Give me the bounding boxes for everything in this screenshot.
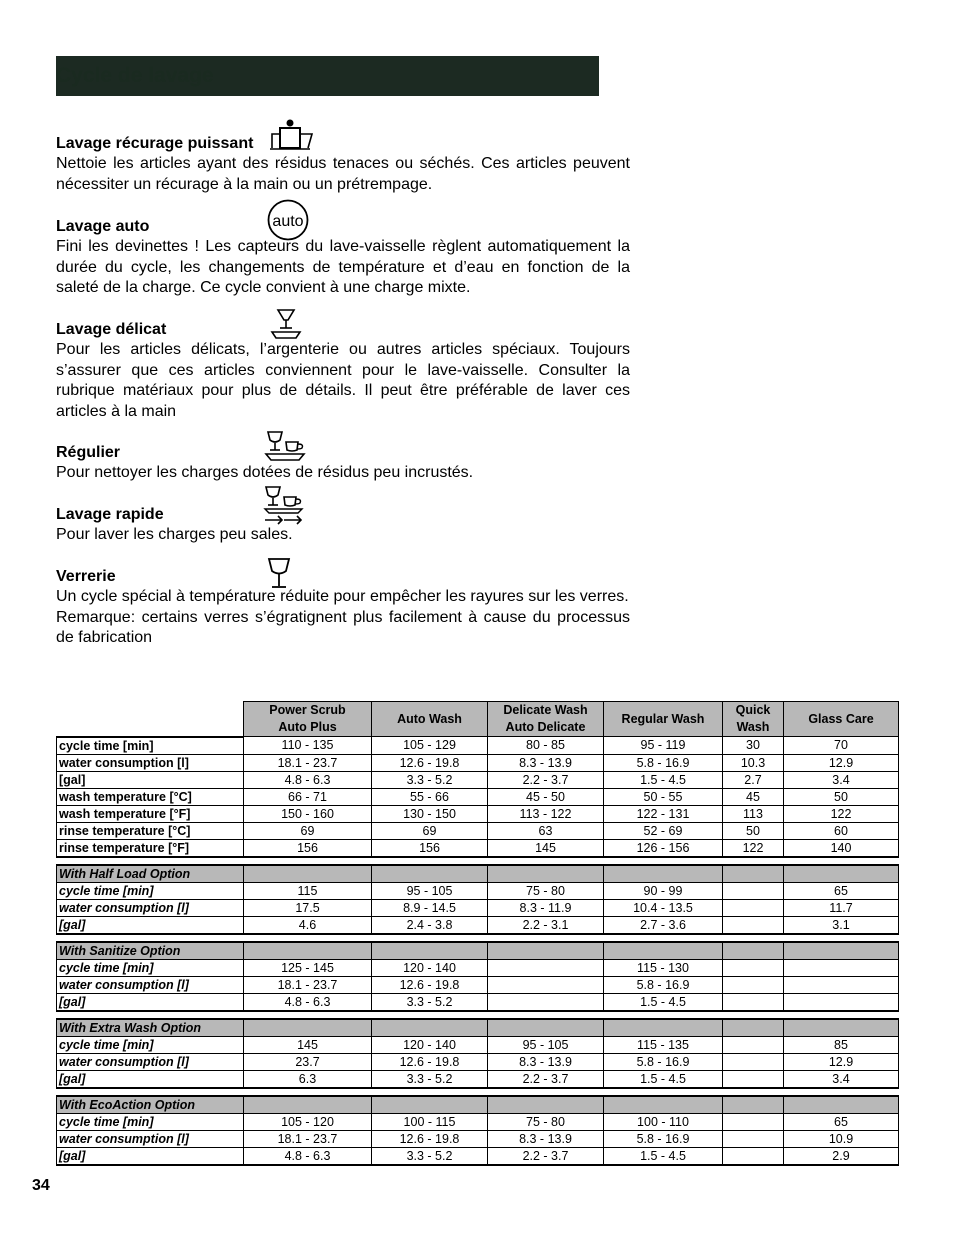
table-cell: 12.9: [784, 754, 899, 771]
table-row: [57, 882, 899, 899]
group-title: With EcoAction Option: [57, 1096, 244, 1114]
table-cell: 8.3 - 13.9: [488, 754, 604, 771]
table-cell: 2.2 - 3.1: [488, 916, 604, 934]
group-title-cell: [604, 942, 723, 960]
table-row: [57, 788, 899, 805]
table-cell: 3.3 - 5.2: [372, 771, 488, 788]
row-label: [gal]: [57, 1147, 244, 1165]
table-cell: 1.5 - 4.5: [604, 1070, 723, 1088]
cycle-description: Fini les devinettes ! Les capteurs du lave-vaisselle règlent automatiquement la durée du cycle, les changements de température et d’eau en fonction de la saleté de la charge. Ce cycle convient à une charge mixte.: [56, 238, 630, 297]
group-title-cell: [372, 942, 488, 960]
table-cell: 3.3 - 5.2: [372, 1070, 488, 1088]
table-cell: 11.7: [784, 899, 899, 916]
table-cell: [723, 959, 784, 976]
row-label: [gal]: [57, 993, 244, 1011]
table-row: [57, 839, 899, 857]
table-cell: 90 - 99: [604, 882, 723, 899]
row-label: wash temperature [°C]: [57, 788, 244, 805]
table-cell: 105 - 129: [372, 737, 488, 755]
cycle-quick: [56, 505, 630, 546]
table-cell: 115 - 130: [604, 959, 723, 976]
table-cell: 1.5 - 4.5: [604, 771, 723, 788]
table-cell: 4.8 - 6.3: [244, 993, 372, 1011]
table-cell: 2.2 - 3.7: [488, 771, 604, 788]
group-title-cell: [372, 865, 488, 883]
group-title-cell: [488, 865, 604, 883]
row-label: rinse temperature [°C]: [57, 822, 244, 839]
table-cell: [784, 993, 899, 1011]
table-cell: 120 - 140: [372, 959, 488, 976]
table-cell: 18.1 - 23.7: [244, 976, 372, 993]
table-cell: 3.3 - 5.2: [372, 993, 488, 1011]
table-cell: 12.6 - 19.8: [372, 1053, 488, 1070]
table-cell: 125 - 145: [244, 959, 372, 976]
table-cell: 3.1: [784, 916, 899, 934]
table-cell: 3.3 - 5.2: [372, 1147, 488, 1165]
table-cell: 80 - 85: [488, 737, 604, 755]
table-cell: [488, 976, 604, 993]
table-cell: 130 - 150: [372, 805, 488, 822]
delicate-icon: [268, 308, 304, 342]
table-cell: [723, 1130, 784, 1147]
group-title-cell: [488, 1019, 604, 1037]
cycle-auto: [56, 217, 630, 299]
table-cell: 55 - 66: [372, 788, 488, 805]
table-cell: 5.8 - 16.9: [604, 976, 723, 993]
table-cell: 115 - 135: [604, 1036, 723, 1053]
row-label: [gal]: [57, 771, 244, 788]
table-cell: 6.3: [244, 1070, 372, 1088]
row-label: water consumption [l]: [57, 1053, 244, 1070]
table-cell: 145: [244, 1036, 372, 1053]
table-cell: 4.8 - 6.3: [244, 771, 372, 788]
header-blank-cell: [57, 702, 244, 737]
table-cell: 8.3 - 13.9: [488, 1130, 604, 1147]
table-cell: 50: [784, 788, 899, 805]
table-cell: 2.9: [784, 1147, 899, 1165]
table-row: [57, 754, 899, 771]
table-cell: 18.1 - 23.7: [244, 754, 372, 771]
table-cell: 2.4 - 3.8: [372, 916, 488, 934]
cycle-name: Régulier: [56, 444, 121, 461]
table-cell: 122: [784, 805, 899, 822]
table-row: [57, 1130, 899, 1147]
table-cell: 110 - 135: [244, 737, 372, 755]
table-cell: 4.8 - 6.3: [244, 1147, 372, 1165]
table-row: [57, 805, 899, 822]
pot-icon: [268, 118, 318, 154]
table-cell: 17.5: [244, 899, 372, 916]
glass-icon: [266, 557, 292, 591]
table-cell: 65: [784, 882, 899, 899]
table-cell: [784, 976, 899, 993]
cycle-delicate: [56, 320, 630, 422]
table-row: [57, 771, 899, 788]
table-cell: 63: [488, 822, 604, 839]
table-cell: [723, 916, 784, 934]
table-cell: 65: [784, 1113, 899, 1130]
group-spacer: [57, 857, 899, 865]
group-title-cell: [372, 1019, 488, 1037]
column-header: Auto Wash: [372, 702, 488, 737]
table-cell: 60: [784, 822, 899, 839]
table-row: [57, 959, 899, 976]
group-title-cell: [723, 865, 784, 883]
table-cell: 30: [723, 737, 784, 755]
table-row: [57, 1113, 899, 1130]
cycle-description: Pour les articles délicats, l’argenterie ou autres articles spéciaux. Toujours s’assurer que ces articles conviennent pour le lave-vaisselle. Consulter la rubrique matériaux pour plus de détails. Il peut être préférable de laver ces articles à la main: [56, 341, 630, 420]
group-title-cell: [723, 1096, 784, 1114]
group-title-row: [57, 1019, 899, 1037]
table-cell: 3.4: [784, 771, 899, 788]
group-title-cell: [244, 1019, 372, 1037]
table-row: [57, 1036, 899, 1053]
page-number: 34: [32, 1177, 50, 1194]
group-title-cell: [604, 865, 723, 883]
table-header-row: [57, 702, 899, 737]
table-cell: [723, 882, 784, 899]
row-label: rinse temperature [°F]: [57, 839, 244, 857]
table-cell: 4.6: [244, 916, 372, 934]
column-header: Quick Wash: [723, 702, 784, 737]
auto-icon-text: auto: [272, 213, 304, 230]
group-title-cell: [244, 942, 372, 960]
row-label: [gal]: [57, 916, 244, 934]
table-cell: 69: [244, 822, 372, 839]
table-cell: 50 - 55: [604, 788, 723, 805]
table-cell: 113: [723, 805, 784, 822]
table-cell: 66 - 71: [244, 788, 372, 805]
table-cell: [723, 899, 784, 916]
cycle-description: Nettoie les articles ayant des résidus tenaces ou séchés. Ces articles peuvent nécessiter un récurage à la main ou un prétrempage.: [56, 155, 630, 193]
table-cell: 50: [723, 822, 784, 839]
row-label: cycle time [min]: [57, 959, 244, 976]
table-cell: 113 - 122: [488, 805, 604, 822]
cycle-name: Verrerie: [56, 568, 116, 585]
cycle-name: Lavage récurage puissant: [56, 135, 254, 152]
cycle-description: Un cycle spécial à température réduite pour empêcher les rayures sur les verres.: [56, 588, 629, 605]
table-cell: 150 - 160: [244, 805, 372, 822]
table-cell: 8.9 - 14.5: [372, 899, 488, 916]
group-title-row: [57, 942, 899, 960]
cycle-description: Pour nettoyer les charges dotées de résidus peu incrustés.: [56, 464, 474, 481]
table-cell: 1.5 - 4.5: [604, 993, 723, 1011]
group-title-cell: [488, 1096, 604, 1114]
table-cell: 12.9: [784, 1053, 899, 1070]
group-title-cell: [604, 1096, 723, 1114]
table-cell: 2.7 - 3.6: [604, 916, 723, 934]
table-cell: 1.5 - 4.5: [604, 1147, 723, 1165]
group-title-cell: [488, 942, 604, 960]
cycle-data-table: [56, 701, 899, 1166]
table-cell: 12.6 - 19.8: [372, 754, 488, 771]
auto-icon: [266, 199, 310, 241]
table-row: [57, 916, 899, 934]
page-title: Cycle de lavage: [56, 64, 214, 87]
table-cell: 45 - 50: [488, 788, 604, 805]
table-cell: [488, 959, 604, 976]
row-label: cycle time [min]: [57, 1036, 244, 1053]
group-title-cell: [372, 1096, 488, 1114]
row-label: cycle time [min]: [57, 882, 244, 899]
row-label: water consumption [l]: [57, 899, 244, 916]
table-row: [57, 1053, 899, 1070]
table-cell: 145: [488, 839, 604, 857]
column-header: Regular Wash: [604, 702, 723, 737]
regular-icon: [264, 430, 308, 464]
table-row: [57, 976, 899, 993]
table-cell: 105 - 120: [244, 1113, 372, 1130]
table-cell: 122 - 131: [604, 805, 723, 822]
table-cell: 23.7: [244, 1053, 372, 1070]
table-cell: 52 - 69: [604, 822, 723, 839]
table-row: [57, 1147, 899, 1165]
group-title: With Half Load Option: [57, 865, 244, 883]
group-title-row: [57, 865, 899, 883]
table-cell: [723, 976, 784, 993]
group-title-cell: [784, 1019, 899, 1037]
group-title-cell: [784, 1096, 899, 1114]
table-cell: 5.8 - 16.9: [604, 1130, 723, 1147]
group-title-cell: [244, 1096, 372, 1114]
table-cell: 120 - 140: [372, 1036, 488, 1053]
table-cell: 126 - 156: [604, 839, 723, 857]
table-cell: [723, 1113, 784, 1130]
table-cell: 122: [723, 839, 784, 857]
table-cell: 10.3: [723, 754, 784, 771]
table-cell: 2.7: [723, 771, 784, 788]
table-cell: [784, 959, 899, 976]
row-label: wash temperature [°F]: [57, 805, 244, 822]
group-title-cell: [604, 1019, 723, 1037]
row-label: cycle time [min]: [57, 737, 244, 755]
table-cell: [723, 1070, 784, 1088]
group-title-cell: [784, 865, 899, 883]
table-cell: 12.6 - 19.8: [372, 976, 488, 993]
table-cell: 115: [244, 882, 372, 899]
group-title: With Extra Wash Option: [57, 1019, 244, 1037]
column-header: Glass Care: [784, 702, 899, 737]
group-spacer: [57, 1088, 899, 1096]
table-cell: 100 - 115: [372, 1113, 488, 1130]
table-cell: 69: [372, 822, 488, 839]
table-cell: 5.8 - 16.9: [604, 754, 723, 771]
table-cell: 100 - 110: [604, 1113, 723, 1130]
cycle-description: Pour laver les charges peu sales.: [56, 526, 293, 543]
table-cell: 2.2 - 3.7: [488, 1070, 604, 1088]
quick-wash-icon: [262, 485, 306, 529]
table-cell: 3.4: [784, 1070, 899, 1088]
row-label: water consumption [l]: [57, 1130, 244, 1147]
cycle-power-scrub: [56, 134, 630, 195]
column-header: Delicate Wash Auto Delicate: [488, 702, 604, 737]
cycle-glass: [56, 567, 630, 649]
group-title-cell: [723, 942, 784, 960]
table-cell: 85: [784, 1036, 899, 1053]
table-cell: 8.3 - 13.9: [488, 1053, 604, 1070]
group-spacer: [57, 1011, 899, 1019]
table-cell: 140: [784, 839, 899, 857]
table-cell: 2.2 - 3.7: [488, 1147, 604, 1165]
row-label: water consumption [l]: [57, 754, 244, 771]
table-cell: 95 - 119: [604, 737, 723, 755]
table-cell: [723, 993, 784, 1011]
table-cell: 156: [372, 839, 488, 857]
row-label: water consumption [l]: [57, 976, 244, 993]
table-cell: 95 - 105: [488, 1036, 604, 1053]
table-cell: 156: [244, 839, 372, 857]
table-row: [57, 899, 899, 916]
table-cell: 45: [723, 788, 784, 805]
group-title-cell: [244, 865, 372, 883]
group-spacer: [57, 934, 899, 942]
table-cell: 8.3 - 11.9: [488, 899, 604, 916]
table-row: [57, 1070, 899, 1088]
table-cell: [488, 993, 604, 1011]
group-title-row: [57, 1096, 899, 1114]
group-title-cell: [723, 1019, 784, 1037]
table-cell: 70: [784, 737, 899, 755]
cycle-name: Lavage auto: [56, 218, 150, 235]
group-title: With Sanitize Option: [57, 942, 244, 960]
table-row: [57, 737, 899, 755]
column-header: Power Scrub Auto Plus: [244, 702, 372, 737]
group-title-cell: [784, 942, 899, 960]
table-cell: 75 - 80: [488, 882, 604, 899]
cycle-name: Lavage rapide: [56, 506, 164, 523]
cycle-regular: [56, 443, 630, 484]
table-cell: 75 - 80: [488, 1113, 604, 1130]
table-row: [57, 993, 899, 1011]
table-cell: 10.9: [784, 1130, 899, 1147]
table-cell: [723, 1147, 784, 1165]
row-label: cycle time [min]: [57, 1113, 244, 1130]
cycle-name: Lavage délicat: [56, 321, 167, 338]
table-cell: 18.1 - 23.7: [244, 1130, 372, 1147]
table-cell: 10.4 - 13.5: [604, 899, 723, 916]
cycle-note: Remarque: certains verres s’égratignent plus facilement à cause du processus de fabrication: [56, 608, 630, 647]
table-cell: 12.6 - 19.8: [372, 1130, 488, 1147]
table-cell: 95 - 105: [372, 882, 488, 899]
table-row: [57, 822, 899, 839]
table-cell: 5.8 - 16.9: [604, 1053, 723, 1070]
row-label: [gal]: [57, 1070, 244, 1088]
title-bar: [56, 56, 599, 96]
table-cell: [723, 1053, 784, 1070]
table-cell: [723, 1036, 784, 1053]
